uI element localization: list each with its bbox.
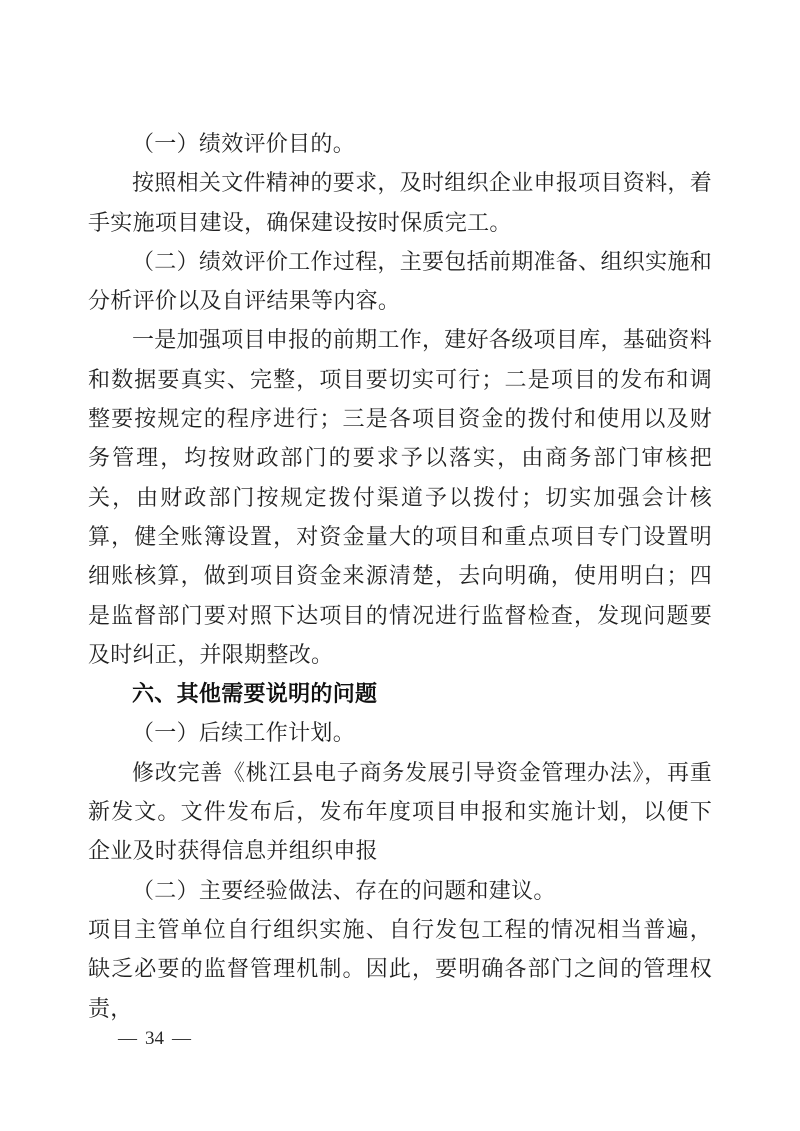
page-number: 34 (145, 1028, 164, 1049)
page-footer (110, 1028, 199, 1050)
section-heading-other-issues: 六、其他需要说明的问题 (132, 681, 378, 707)
paragraph-follow-up-plan-heading: （一）后续工作计划。 (132, 720, 356, 746)
paragraph-evaluation-process-details: 一是加强项目申报的前期工作，建好各级项目库，基础资料和数据要真实、完整，项目要切实可行；二是项目的发布和调整要按规定的程序进行；三是各项目资金的拨付和使用以及财务管理，均按财政部门的要求予以落实，由商务部门审核把关，由财政部门按规定拨付渠道予以拨付；切实加强会计核算，健全账簿设置，对资金量大的项目和重点项目专门设置明细账核算，做到项目资金来源清楚，去向明确，使用明白；四是监督部门要对照下达项目的情况进行监督检查，发现问题要及时纠正，并限期整改。 (88, 327, 712, 667)
paragraph-experience-problems-body: 项目主管单位自行组织实施、自行发包工程的情况相当普遍，缺乏必要的监督管理机制。因此，要明确各部门之间的管理权责， (88, 916, 712, 1021)
page-content (88, 124, 712, 1028)
paragraph-performance-evaluation-purpose-heading: （一）绩效评价目的。 (132, 131, 356, 156)
paragraph-experience-problems-heading: （二）主要经验做法、存在的问题和建议。 (132, 877, 556, 903)
page-number-left-dash: — (118, 1028, 137, 1049)
page-number-right-dash: — (172, 1028, 191, 1049)
paragraph-performance-evaluation-purpose-body: 按照相关文件精神的要求，及时组织企业申报项目资料，着手实施项目建设，确保建设按时保质完工。 (88, 170, 712, 235)
paragraph-evaluation-process-heading: （二）绩效评价工作过程，主要包括前期准备、组织实施和分析评价以及自评结果等内容。 (88, 248, 712, 314)
paragraph-follow-up-plan-body: 修改完善《桃江县电子商务发展引导资金管理办法》，再重新发文。文件发布后，发布年度项目申报和实施计划，以便下企业及时获得信息并组织申报 (88, 759, 712, 864)
